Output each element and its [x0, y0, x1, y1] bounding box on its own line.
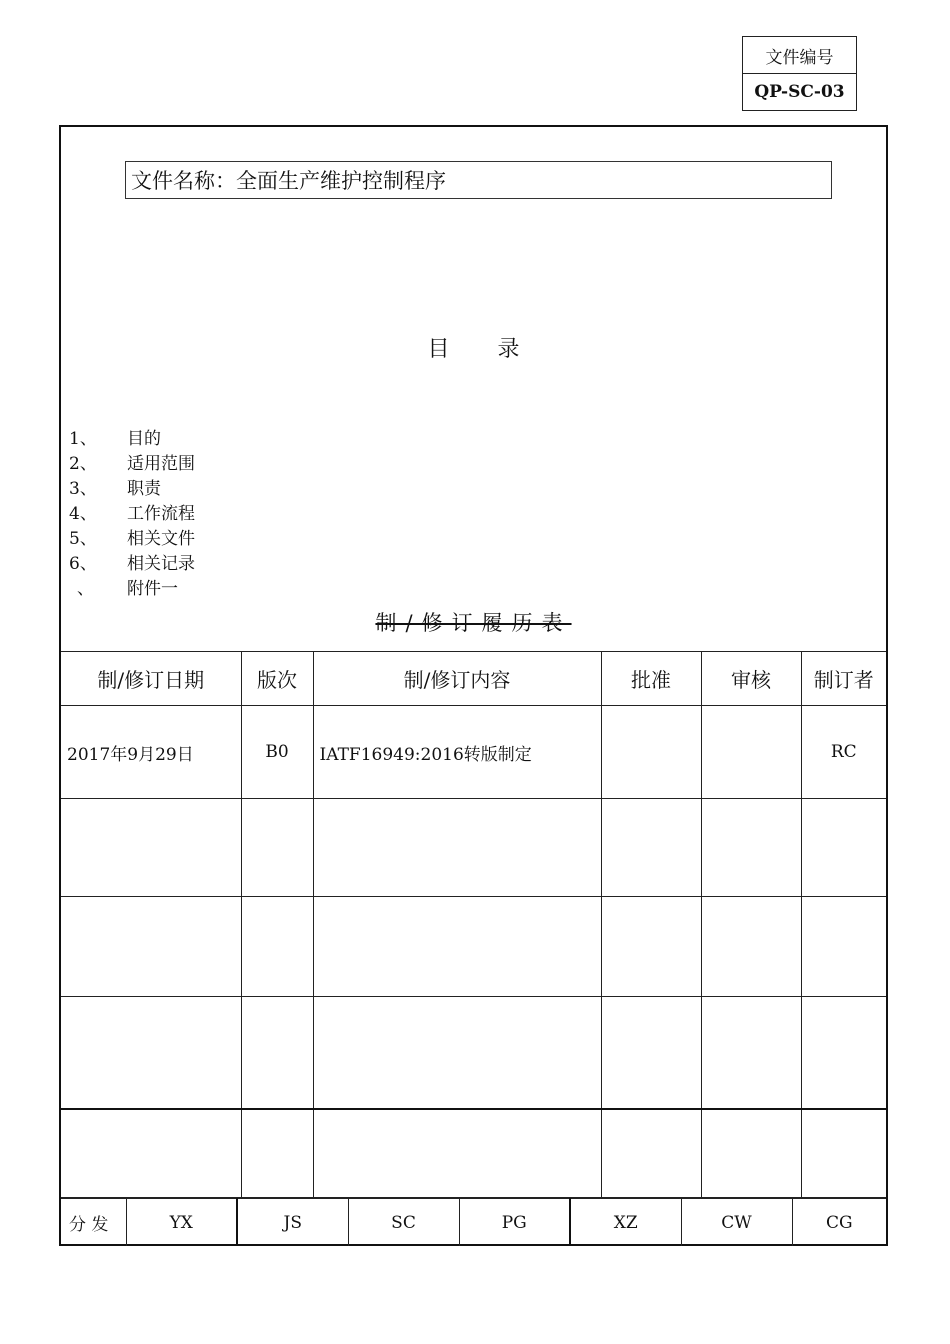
revision-history-table	[61, 651, 886, 1198]
toc-item: 5、 相关文件	[69, 529, 195, 549]
document-name: 文件名称：全面生产维护控制程序	[125, 161, 832, 199]
header-version: 版次	[241, 652, 313, 706]
document-number-box	[742, 36, 857, 111]
distribution-table	[61, 1198, 886, 1246]
dept-pg: PG	[459, 1199, 570, 1247]
cell-approved	[601, 706, 701, 799]
table-row	[61, 799, 886, 897]
distribution-row	[61, 1199, 886, 1247]
header-approved: 批准	[601, 652, 701, 706]
header-author: 制订者	[801, 652, 886, 706]
header-content: 制/修订内容	[313, 652, 601, 706]
dept-xz: XZ	[570, 1199, 681, 1247]
toc-item: 、 附件一	[77, 579, 178, 599]
toc-item: 1、 目的	[69, 429, 161, 449]
header-reviewed: 审核	[701, 652, 801, 706]
table-row	[61, 897, 886, 997]
dept-yx: YX	[126, 1199, 237, 1247]
toc-title	[61, 332, 886, 363]
dept-cw: CW	[681, 1199, 792, 1247]
toc-item: 2、 适用范围	[69, 454, 195, 474]
toc-title-char: 目	[427, 337, 450, 362]
header-date: 制/修订日期	[61, 652, 241, 706]
table-row	[61, 706, 886, 799]
table-row	[61, 997, 886, 1110]
toc-title-char: 录	[497, 337, 520, 362]
dept-cg: CG	[792, 1199, 886, 1247]
document-frame	[59, 125, 888, 1246]
toc-list	[69, 427, 195, 602]
toc-item: 4、 工作流程	[69, 504, 195, 524]
cell-version: B0	[241, 706, 313, 799]
cell-reviewed	[701, 706, 801, 799]
revision-history-title: 制/修订履历表	[375, 611, 572, 635]
dept-sc: SC	[348, 1199, 459, 1247]
distribution-label: 分 发	[61, 1199, 126, 1247]
table-header-row	[61, 652, 886, 706]
table-row	[61, 1109, 886, 1198]
toc-item: 6、 相关记录	[69, 554, 195, 574]
cell-content: IATF16949:2016转版制定	[313, 706, 601, 799]
document-number-label: 文件编号	[743, 37, 856, 74]
cell-author: RC	[801, 706, 886, 799]
cell-date: 2017年9月29日	[61, 706, 241, 799]
document-number-value: QP-SC-03	[754, 82, 845, 102]
dept-js: JS	[237, 1199, 348, 1247]
toc-item: 3、 职责	[69, 479, 161, 499]
